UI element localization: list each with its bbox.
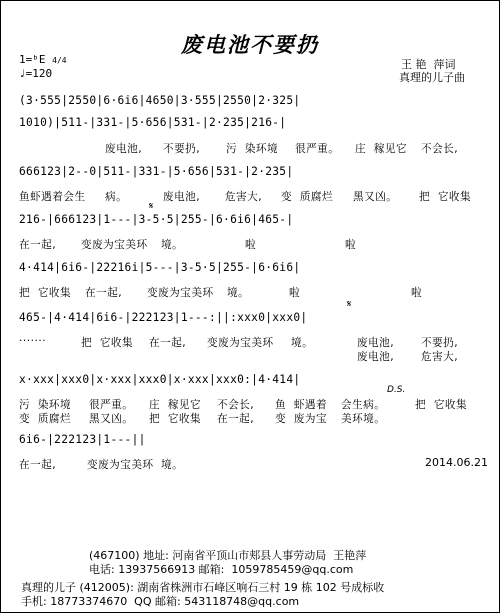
lyric: 啦 xyxy=(411,287,423,299)
lyric: 境。 xyxy=(161,459,184,471)
date: 2014.06.21 xyxy=(425,456,488,469)
lyric: 庄 稼见它 xyxy=(149,399,202,411)
composer-phone-email: 手机: 18773374670 QQ 邮箱: 543118748@qq.com xyxy=(21,595,300,608)
lyric: 啦 xyxy=(245,239,257,251)
lyric: 鱼 虾遇着 xyxy=(275,399,328,411)
lyricist-credit: 王 艳 萍词 xyxy=(401,58,456,71)
lyric: 在一起, xyxy=(85,287,123,299)
composer-credit: 真理的儿子曲 xyxy=(399,71,465,84)
tempo-marking: ♩=120 xyxy=(19,67,53,80)
ds-mark: D.S. xyxy=(387,385,406,395)
lyric: 把 它收集 xyxy=(81,337,134,349)
score-line-7-notes: x·xxx|xxx0|x·xxx|xxx0|x·xxx|xxx0:|4·414| xyxy=(19,373,301,386)
score-line-4-notes: 216-|666123|1---|3-5·5|255-|6·6i6|465-| xyxy=(19,213,294,226)
lyric: 把 它收集 xyxy=(419,191,472,203)
lyric: 污 染环境 xyxy=(226,143,279,155)
lyric: 变 质腐烂 xyxy=(281,191,334,203)
lyric: 变 废为宝 xyxy=(275,413,328,425)
lyric: 啦 xyxy=(345,239,357,251)
lyric: 境。 xyxy=(161,239,184,251)
lyric: 境。 xyxy=(227,287,250,299)
score-line-8-notes: 6i6-|222123|1---|| xyxy=(19,433,146,446)
segno-mark: 𝄋 xyxy=(347,299,352,310)
lyric: 把 它收集 xyxy=(19,287,72,299)
lyric: 庄 稼见它 xyxy=(355,143,408,155)
score-line-6-notes: 465-|4·414|6i6-|222123|1---:||:xxx0|xxx0| xyxy=(19,311,308,324)
lyric: 变废为宝美环 xyxy=(147,287,214,299)
key-signature: 1=ᵇE 4/4 xyxy=(19,53,67,66)
lyric: 变 质腐烂 xyxy=(19,413,72,425)
lyric: 病。 xyxy=(105,191,128,203)
lyric: 境。 xyxy=(291,337,314,349)
lyric: 黑又凶。 xyxy=(353,191,398,203)
lyric: 不会长, xyxy=(421,143,459,155)
lyric: 废电池, xyxy=(163,191,201,203)
lyric: 会生病。 xyxy=(341,399,386,411)
lyric: 变废为宝美环 xyxy=(87,459,154,471)
segno-mark: 𝄋 xyxy=(149,201,154,212)
lyric: 不要扔, xyxy=(163,143,201,155)
lyric: 黑又凶。 xyxy=(89,413,134,425)
lyric: 在一起, xyxy=(217,413,255,425)
lyric: 不要扔, xyxy=(421,337,459,349)
score-line-2-notes: 1010)|511-|331-|5·656|531-|2·235|216-| xyxy=(19,116,287,129)
score-line-3-notes: 666123|2--0|511-|331-|5·656|531-|2·235| xyxy=(19,165,294,178)
song-title: 废电池不要扔 xyxy=(181,32,319,57)
lyric: 啦 xyxy=(289,287,301,299)
lyric: 不会长, xyxy=(217,399,255,411)
score-line-1-notes: (3·555|2550|6·6i6|4650|3·555|2550|2·325| xyxy=(19,94,301,107)
lyric: 危害大, xyxy=(225,191,263,203)
lyric: 变废为宝美环 xyxy=(207,337,274,349)
contact-address: (467100) 地址: 河南省平顶山市郏县人事劳动局 王艳萍 xyxy=(89,549,367,562)
lyric: 在一起, xyxy=(19,239,57,251)
score-line-5-notes: 4·414|6i6-|22216i|5---|3-5·5|255-|6·6i6| xyxy=(19,261,301,274)
lyric: 很严重。 xyxy=(295,143,340,155)
lyric: 废电池, xyxy=(357,351,395,363)
lyric: 很严重。 xyxy=(89,399,134,411)
lyric: 美环境。 xyxy=(341,413,386,425)
lyric: 污 染环境 xyxy=(19,399,72,411)
lyric: 在一起, xyxy=(19,459,57,471)
lyric: 把 它收集 xyxy=(415,399,468,411)
lyric: 危害大, xyxy=(421,351,459,363)
lyric: 废电池, xyxy=(105,143,143,155)
lyric: 把 它收集 xyxy=(149,413,202,425)
composer-address: 真理的儿子 (412005): 湖南省株洲市石峰区响石三村 19 栋 102 号成标收 xyxy=(21,581,385,594)
lyric: 在一起, xyxy=(149,337,187,349)
lyric: 废电池, xyxy=(357,337,395,349)
lyric: 鱼虾遇着会生 xyxy=(19,191,86,203)
contact-phone-email: 电话: 13937566913 邮箱: 1059785459@qq.com xyxy=(89,563,354,576)
lyric: 变废为宝美环 xyxy=(81,239,148,251)
lyric-dots: ······· xyxy=(19,335,47,347)
